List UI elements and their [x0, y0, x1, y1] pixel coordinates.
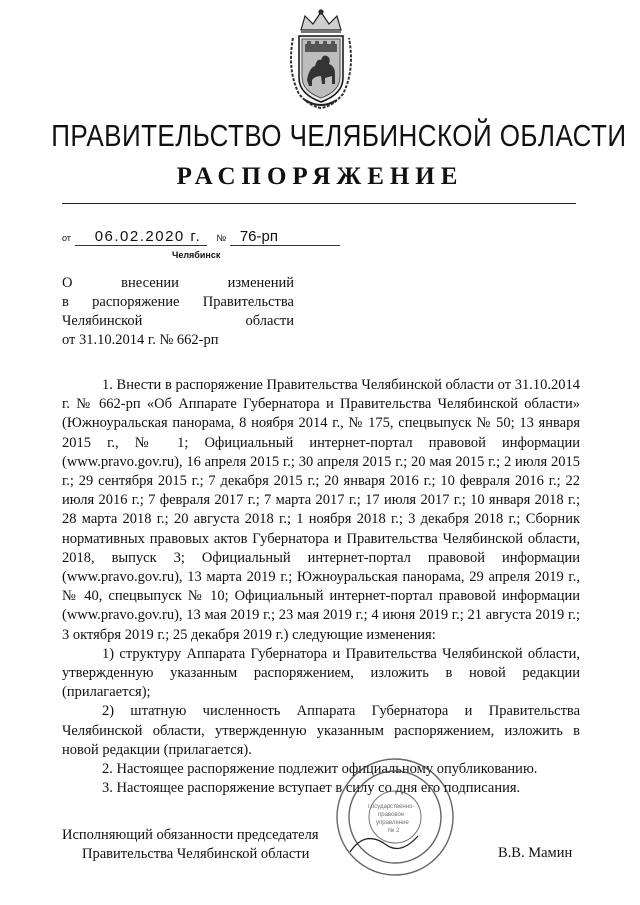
subject-line: в распоряжение Правительства	[62, 294, 294, 310]
paragraph-2: 2. Настоящее распоряжение подлежит официальному опубликованию.	[102, 761, 538, 778]
document-subject	[62, 274, 294, 350]
document-date: 06.02.2020 г.	[75, 228, 207, 246]
subparagraph-2: 2) штатную численность Аппарата Губернатора и Правительства Челябинской области, утвержденную указанным распоряжением, изложить в новой редакции (прилагается).	[62, 703, 580, 758]
subject-line: от 31.10.2014 г. № 662-рп	[62, 332, 219, 348]
stamp-text: управление	[376, 820, 409, 826]
document-city: Челябинск	[172, 250, 221, 260]
number-prefix-label: №	[216, 233, 227, 243]
signatory-position-line: Исполняющий обязанности председателя	[62, 827, 319, 843]
paragraph-1: 1. Внести в распоряжение Правительства Челябинской области от 31.10.2014 г. № 662-рп «Об Аппарате Губернатора и Правительства Челябинской области» (Южноуральская панорама, 8 ноября 2014 г., № 175, спецвыпуск № 50; 13 января 2015 г., № 1; Официальный интернет-портал правовой информации (www.pravo.gov.ru), 16 апреля 2015 г.; 30 апреля 2015 г.; 20 мая 2015 г.; 2 июля 2015 г.; 29 сентября 2015 г.; 7 декабря 2015 г.; 20 января 2016 г.; 10 февраля 2016 г.; 22 июля 2016 г.; 7 февраля 2017 г.; 7 марта 2017 г.; 17 июля 2017 г.; 10 января 2018 г.; 28 марта 2018 г.; 20 августа 2018 г.; 1 ноября 2018 г.; 3 декабря 2018 г.; Сборник нормативных правовых актов Губернатора и Правительства Челябинской области, 2018, выпуск 3; Официальный интернет-портал правовой информации (www.pravo.gov.ru), 13 марта 2019 г.; Южноуральская панорама, 29 апреля 2019 г., № 40, спецвыпуск № 10; Официальный интернет-портал правовой информации (www.pravo.gov.ru), 13 мая 2019 г.; 23 мая 2019 г.; 4 июня 2019 г.; 21 августа 2019 г.; 3 октября 2019 г.; 25 декабря 2019 г.) следующие изменения:	[62, 377, 580, 643]
document-type-title: РАСПОРЯЖЕНИЕ	[176, 163, 464, 190]
document-number: 76-рп	[230, 228, 340, 246]
header-divider	[62, 203, 576, 204]
stamp-text: № 2	[388, 828, 400, 834]
document-meta	[62, 228, 340, 246]
stamp-text: правовое	[378, 812, 405, 818]
signatory-name: В.В. Мамин	[498, 845, 573, 861]
coat-of-arms-emblem	[285, 8, 357, 110]
subject-line: О внесении изменений	[62, 275, 294, 291]
organization-title: ПРАВИТЕЛЬСТВО ЧЕЛЯБИНСКОЙ ОБЛАСТИ	[51, 118, 627, 153]
date-prefix-label: от	[62, 233, 71, 243]
paragraph-3: 3. Настоящее распоряжение вступает в силу со дня его подписания.	[102, 780, 521, 797]
stamp-text: Государственно-	[368, 804, 415, 810]
subject-line: Челябинской области	[62, 313, 294, 329]
official-stamp	[330, 752, 460, 882]
subparagraph-1: 1) структуру Аппарата Губернатора и Правительства Челябинской области, утвержденную указанным распоряжением, изложить в новой редакции (прилагается);	[62, 645, 580, 701]
crown-icon	[301, 10, 341, 32]
document-body	[62, 376, 580, 798]
signatory-position-line: Правительства Челябинской области	[82, 846, 310, 862]
signatory-position	[62, 826, 319, 864]
